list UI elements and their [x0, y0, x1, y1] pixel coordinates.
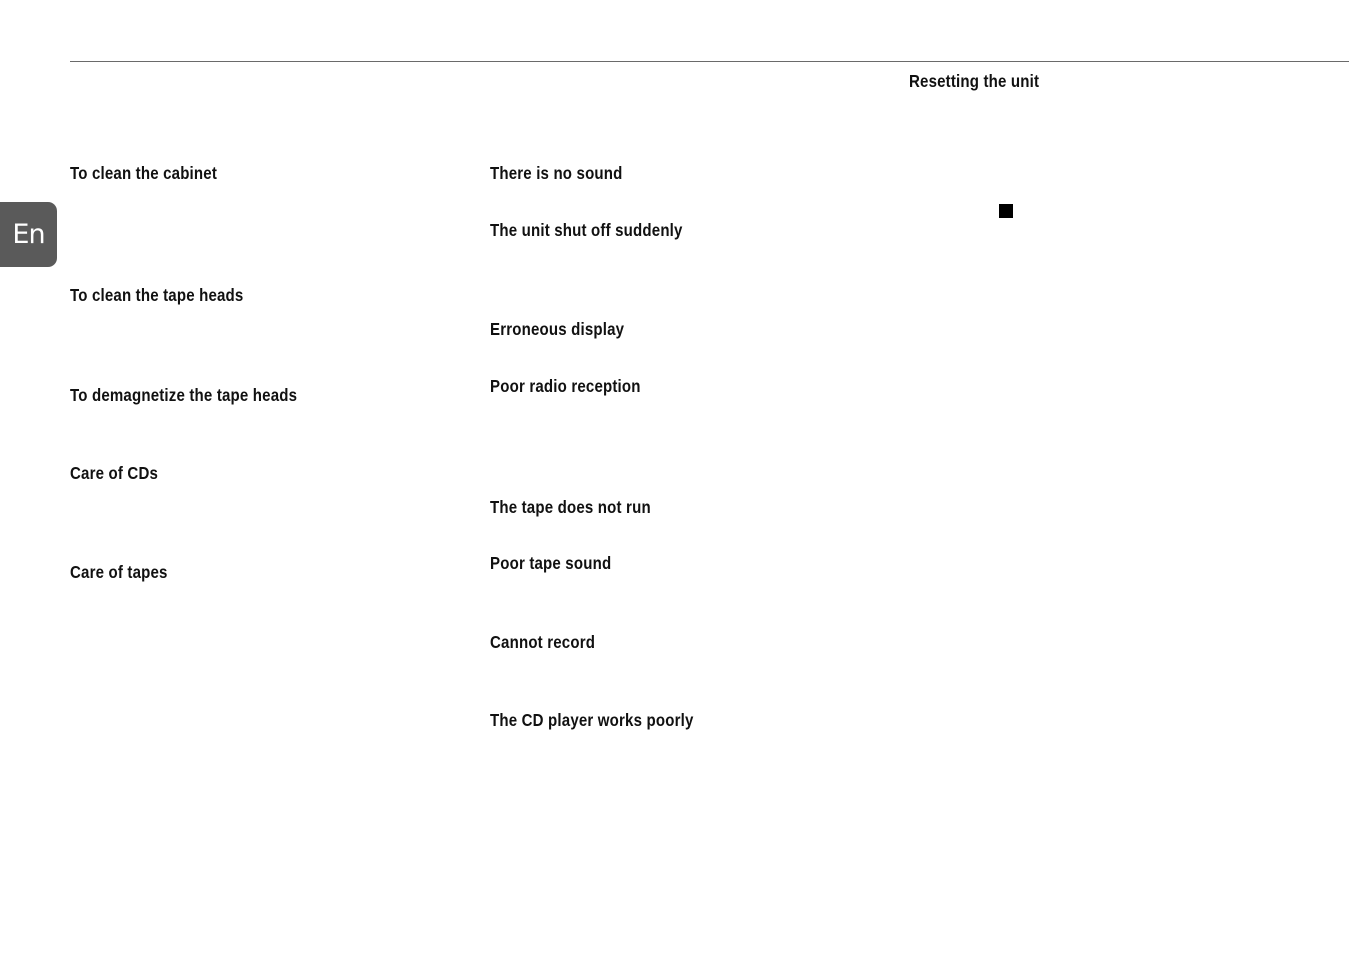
- heading-resetting-the-unit: Resetting the unit: [909, 71, 1040, 91]
- header-rule: [70, 61, 1349, 62]
- language-tab: En: [0, 202, 57, 267]
- end-of-section-square-icon: [999, 204, 1013, 218]
- heading-poor-radio-reception: Poor radio reception: [490, 376, 641, 396]
- heading-poor-tape-sound: Poor tape sound: [490, 553, 612, 573]
- heading-demagnetize-tape-heads: To demagnetize the tape heads: [70, 385, 298, 405]
- heading-care-of-cds: Care of CDs: [70, 463, 159, 483]
- heading-cannot-record: Cannot record: [490, 632, 596, 652]
- heading-cd-player-works-poorly: The CD player works poorly: [490, 710, 694, 730]
- heading-clean-cabinet: To clean the cabinet: [70, 163, 218, 183]
- heading-clean-tape-heads: To clean the tape heads: [70, 285, 244, 305]
- heading-erroneous-display: Erroneous display: [490, 319, 625, 339]
- heading-tape-does-not-run: The tape does not run: [490, 497, 651, 517]
- heading-no-sound: There is no sound: [490, 163, 623, 183]
- heading-care-of-tapes: Care of tapes: [70, 562, 168, 582]
- heading-shut-off-suddenly: The unit shut off suddenly: [490, 220, 683, 240]
